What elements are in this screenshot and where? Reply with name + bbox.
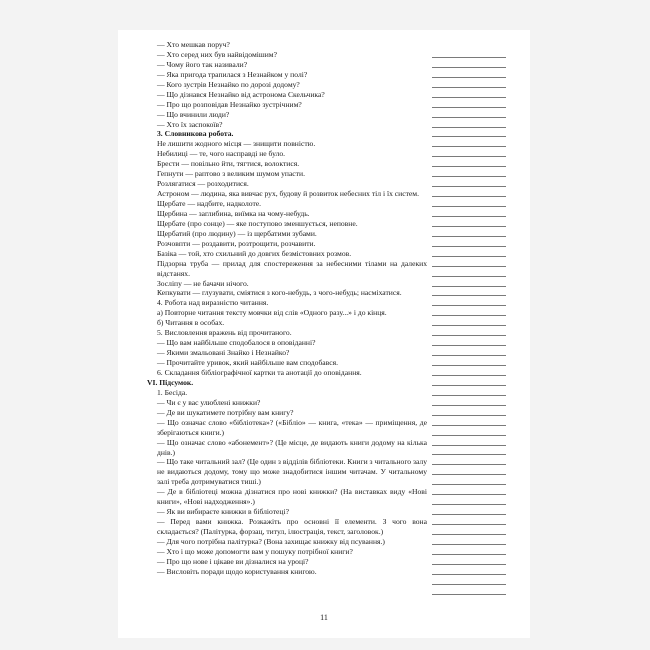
text-line: — Що вам найбільше сподобалося в оповіданні?: [157, 338, 316, 348]
note-line: [432, 237, 506, 247]
text-line: 1. Бесіда.: [157, 387, 188, 397]
textbook-page: [118, 30, 530, 638]
note-line: [432, 207, 506, 217]
note-line: [432, 575, 506, 585]
text-line: — Хто їх заспокоїв?: [157, 119, 223, 129]
text-line: 3. Словникова робота.: [157, 129, 234, 139]
note-line: [432, 227, 506, 237]
note-line: [432, 376, 506, 386]
note-line: [432, 436, 506, 446]
text-line: а) Повторне читання тексту мовчки від слів «Одного разу...» і до кінця.: [157, 308, 387, 318]
note-line: [432, 505, 506, 515]
text-line: — Де ви шукатимете потрібну вам книгу?: [157, 407, 294, 417]
note-line: [432, 287, 506, 297]
note-line: [432, 336, 506, 346]
note-line: [432, 446, 506, 456]
note-line: [432, 535, 506, 545]
note-line: [432, 128, 506, 138]
note-line: [432, 88, 506, 98]
page-number: 11: [320, 613, 328, 622]
note-line: [432, 346, 506, 356]
text-line: — Для чого потрібна палітурка? (Вона захищає книжку від псування.): [157, 537, 385, 547]
text-line: — Хто і що може допомогти вам у пошуку потрібної книги?: [157, 547, 353, 557]
note-line: [432, 108, 506, 118]
note-line: [432, 217, 506, 227]
text-line: — Про що нове і цікаве ви дізналися на уроці?: [157, 556, 309, 566]
note-line: [432, 455, 506, 465]
text-line: Щербате (про сонце) — яке поступово зменшується, неповне.: [157, 218, 358, 228]
note-line: [432, 247, 506, 257]
text-line: — Де в бібліотеці можна дізнатися про нові книжки? (На виставках виду «Нові книги», «Нові надходження».): [157, 487, 427, 507]
text-line: — Що дізнався Незнайко від астронома Скельчика?: [157, 89, 325, 99]
text-line: Кепкувати — глузувати, сміятися з кого-небудь, з чого-небудь; насміхатися.: [157, 288, 402, 298]
text-line: Не лишити жодного місця — знищити повністю.: [157, 139, 316, 149]
note-line: [432, 565, 506, 575]
text-line: — Що означає слово «абонемент»? (Це місце, де видають книги додому на кілька днів.): [157, 437, 427, 457]
text-line: 6. Складання бібліографічної картки та анотації до оповідання.: [157, 367, 362, 377]
note-line: [432, 386, 506, 396]
text-line: — Що таке читальний зал? (Це один з відділів бібліотеки. Книги з читального залу не видаються додому, тому що може знадобитися іншим читачам. У читальному залі треба дотримуватися тиші.): [157, 457, 427, 487]
note-line: [432, 78, 506, 88]
note-line: [432, 326, 506, 336]
text-line: Розлягатися — розходитися.: [157, 179, 249, 189]
text-line: 4. Робота над виразністю читання.: [157, 298, 269, 308]
note-line: [432, 416, 506, 426]
note-line: [432, 316, 506, 326]
text-line: Небилиці — те, чого насправді не було.: [157, 149, 286, 159]
text-line: Базіка — той, хто схильний до довгих безмістовних розмов.: [157, 248, 352, 258]
note-line: [432, 167, 506, 177]
note-line: [432, 277, 506, 287]
text-line: Астроном — людина, яка вивчає рух, будову й розвиток небесних тіл і їх систем.: [157, 189, 419, 199]
text-line: — Перед вами книжка. Розкажіть про основні її елементи. З чого вона складається? (Палітурка, форзац, титул, ілюстрація, текст, заголовок.): [157, 517, 427, 537]
note-line: [432, 515, 506, 525]
text-line: — Хто серед них був найвідомішим?: [157, 49, 277, 59]
note-line: [432, 555, 506, 565]
note-line: [432, 177, 506, 187]
note-line: [432, 257, 506, 267]
note-line: [432, 585, 506, 595]
text-line: 5. Висловлення вражень від прочитаного.: [157, 328, 292, 338]
text-line: — Що вчинили люди?: [157, 109, 230, 119]
note-line: [432, 157, 506, 167]
note-line: [432, 475, 506, 485]
text-line: — Про що розповідав Незнайко зустрічним?: [157, 99, 302, 109]
text-line: — Хто мешкав поруч?: [157, 40, 230, 49]
note-lines: [432, 48, 506, 595]
text-line: Зосліпу — не бачачи нічого.: [157, 278, 249, 288]
note-line: [432, 48, 506, 58]
text-line: — Як ви вибираєте книжки в бібліотеці?: [157, 507, 289, 517]
note-line: [432, 356, 506, 366]
text-line: — Чому його так називали?: [157, 59, 248, 69]
note-line: [432, 366, 506, 376]
text-line: — Яка пригода трапилася з Незнайком у полі?: [157, 69, 308, 79]
text-line: Підзорна труба — прилад для спостереження за небесними тілами на далеких відстанях.: [157, 258, 427, 278]
note-line: [432, 197, 506, 207]
note-line: [432, 465, 506, 475]
note-line: [432, 495, 506, 505]
text-line: — Чи є у вас улюблені книжки?: [157, 397, 261, 407]
text-line: б) Читання в особах.: [157, 318, 225, 328]
note-line: [432, 58, 506, 68]
lesson-text: [147, 40, 427, 577]
text-line: — Що означає слово «бібліотека»? («Бібліо» — книга, «тека» — приміщення, де зберігаються книги.): [157, 417, 427, 437]
note-line: [432, 296, 506, 306]
note-line: [432, 118, 506, 128]
note-line: [432, 68, 506, 78]
note-line: [432, 187, 506, 197]
note-line: [432, 306, 506, 316]
note-line: [432, 426, 506, 436]
text-line: — Прочитайте уривок, який найбільше вам сподобався.: [157, 358, 338, 368]
note-line: [432, 545, 506, 555]
note-line: [432, 406, 506, 416]
text-line: Щербатий (про людину) — із щербатими зубами.: [157, 228, 317, 238]
note-line: [432, 137, 506, 147]
text-line: Розчовпти — роздавити, розтрощити, розчавити.: [157, 238, 316, 248]
text-line: — Висловіть поради щодо користування книгою.: [157, 566, 317, 576]
text-line: VI. Підсумок.: [147, 377, 194, 387]
text-line: — Якими змальовані Знайко і Незнайко?: [157, 348, 290, 358]
note-line: [432, 485, 506, 495]
text-line: Щербина — заглибина, виїмка на чому-небудь.: [157, 208, 310, 218]
text-line: Гепнути — раптово з великим шумом упасти.: [157, 169, 305, 179]
text-line: — Кого зустрів Незнайко по дорозі додому?: [157, 79, 300, 89]
text-line: Щербате — надбите, надколоте.: [157, 199, 262, 209]
text-line: Брести — повільно йти, тягтися, волоктися.: [157, 159, 300, 169]
note-line: [432, 525, 506, 535]
note-line: [432, 267, 506, 277]
note-line: [432, 396, 506, 406]
note-line: [432, 98, 506, 108]
note-line: [432, 147, 506, 157]
